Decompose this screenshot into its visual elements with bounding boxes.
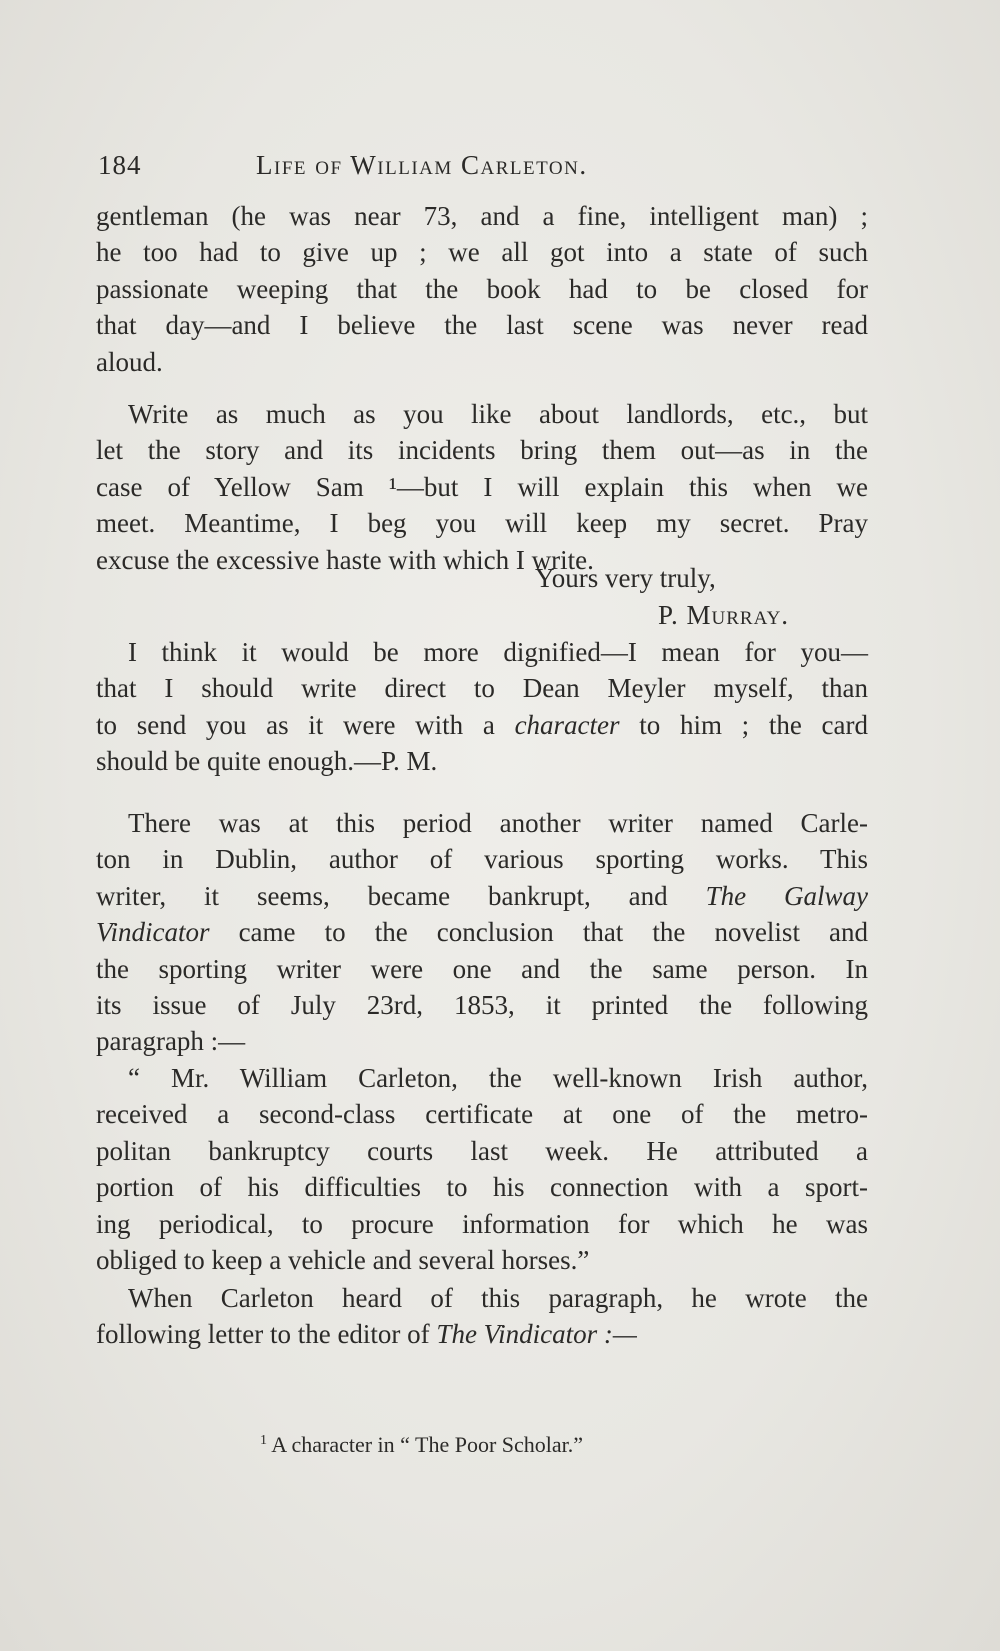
text-line: I think it would be more dignified—I mean for you— xyxy=(128,637,868,667)
text-segment: to send you as it were with a xyxy=(96,709,495,740)
text-line: that I should write direct to Dean Meyler myself, than xyxy=(96,673,868,704)
text-line: gentleman (he was near 73, and a fine, intelligent man) ; xyxy=(96,201,868,231)
text-line: Write as much as you like about landlords, etc., but xyxy=(128,399,868,429)
page-number: 184 xyxy=(98,150,142,180)
text-segment: following letter to the editor of xyxy=(96,1319,430,1350)
letter-salutation: Yours very truly, xyxy=(535,563,716,593)
paragraph-continuation xyxy=(96,198,868,380)
text-line: excuse the excessive haste with which I write. xyxy=(96,544,594,575)
text-segment: writer, it seems, became bankrupt, and xyxy=(96,880,668,911)
text-line: paragraph :— xyxy=(96,1026,246,1057)
text-line: ton in Dublin, author of various sporting works. This xyxy=(96,844,868,875)
paragraph-postscript xyxy=(96,634,868,780)
footnote xyxy=(260,1432,583,1458)
text-line: “ Mr. William Carleton, the well-known Irish author, xyxy=(128,1063,868,1093)
text-line: that day—and I believe the last scene was never read xyxy=(96,310,868,341)
text-line: obliged to keep a vehicle and several horses.” xyxy=(96,1244,590,1275)
text-line xyxy=(96,878,868,914)
text-segment: to him ; the card xyxy=(639,709,868,740)
text-line: passionate weeping that the book had to be closed for xyxy=(96,273,868,304)
text-line: the sporting writer were one and the same person. In xyxy=(96,953,868,984)
text-line xyxy=(96,707,868,743)
text-segment: came to the conclusion that the novelist and xyxy=(238,917,869,948)
text-line xyxy=(96,914,868,950)
text-line: politan bankruptcy courts last week. He attributed a xyxy=(96,1135,868,1166)
text-line: case of Yellow Sam ¹—but I will explain this when we xyxy=(96,471,868,502)
text-line: meet. Meantime, I beg you will keep my secret. Pray xyxy=(96,508,868,539)
text-line: There was at this period another writer named Carle- xyxy=(128,808,868,838)
text-line: let the story and its incidents bring them out—as in the xyxy=(96,435,868,466)
italic-title: The Galway xyxy=(705,880,869,911)
italic-title: The Vindicator :— xyxy=(436,1319,637,1350)
text-line: should be quite enough.—P. M. xyxy=(96,746,438,777)
text-line xyxy=(96,1316,868,1352)
text-line: its issue of July 23rd, 1853, it printed the following xyxy=(96,989,868,1020)
text-line: he too had to give up ; we all got into a state of such xyxy=(96,237,868,268)
paragraph-landlords xyxy=(96,396,868,578)
text-line: portion of his difficulties to his connection with a sport- xyxy=(96,1172,868,1203)
italic-title: Vindicator xyxy=(96,917,210,948)
letter-signature: P. Murray. xyxy=(658,600,790,630)
paragraph-quotation xyxy=(96,1060,868,1278)
italic-word: character xyxy=(514,709,620,740)
text-line: aloud. xyxy=(96,346,163,377)
footnote-marker: 1 xyxy=(260,1433,267,1448)
paragraph-another-writer xyxy=(96,805,868,1060)
text-line: received a second-class certificate at one of the metro- xyxy=(96,1099,868,1130)
footnote-text: A character in “ The Poor Scholar.” xyxy=(271,1432,584,1457)
running-title: Life of William Carleton. xyxy=(256,150,588,180)
paragraph-letter-intro xyxy=(96,1280,868,1353)
text-line: ing periodical, to procure information for which he was xyxy=(96,1208,868,1239)
page-header xyxy=(98,150,868,190)
text-line: When Carleton heard of this paragraph, he wrote the xyxy=(128,1283,868,1313)
